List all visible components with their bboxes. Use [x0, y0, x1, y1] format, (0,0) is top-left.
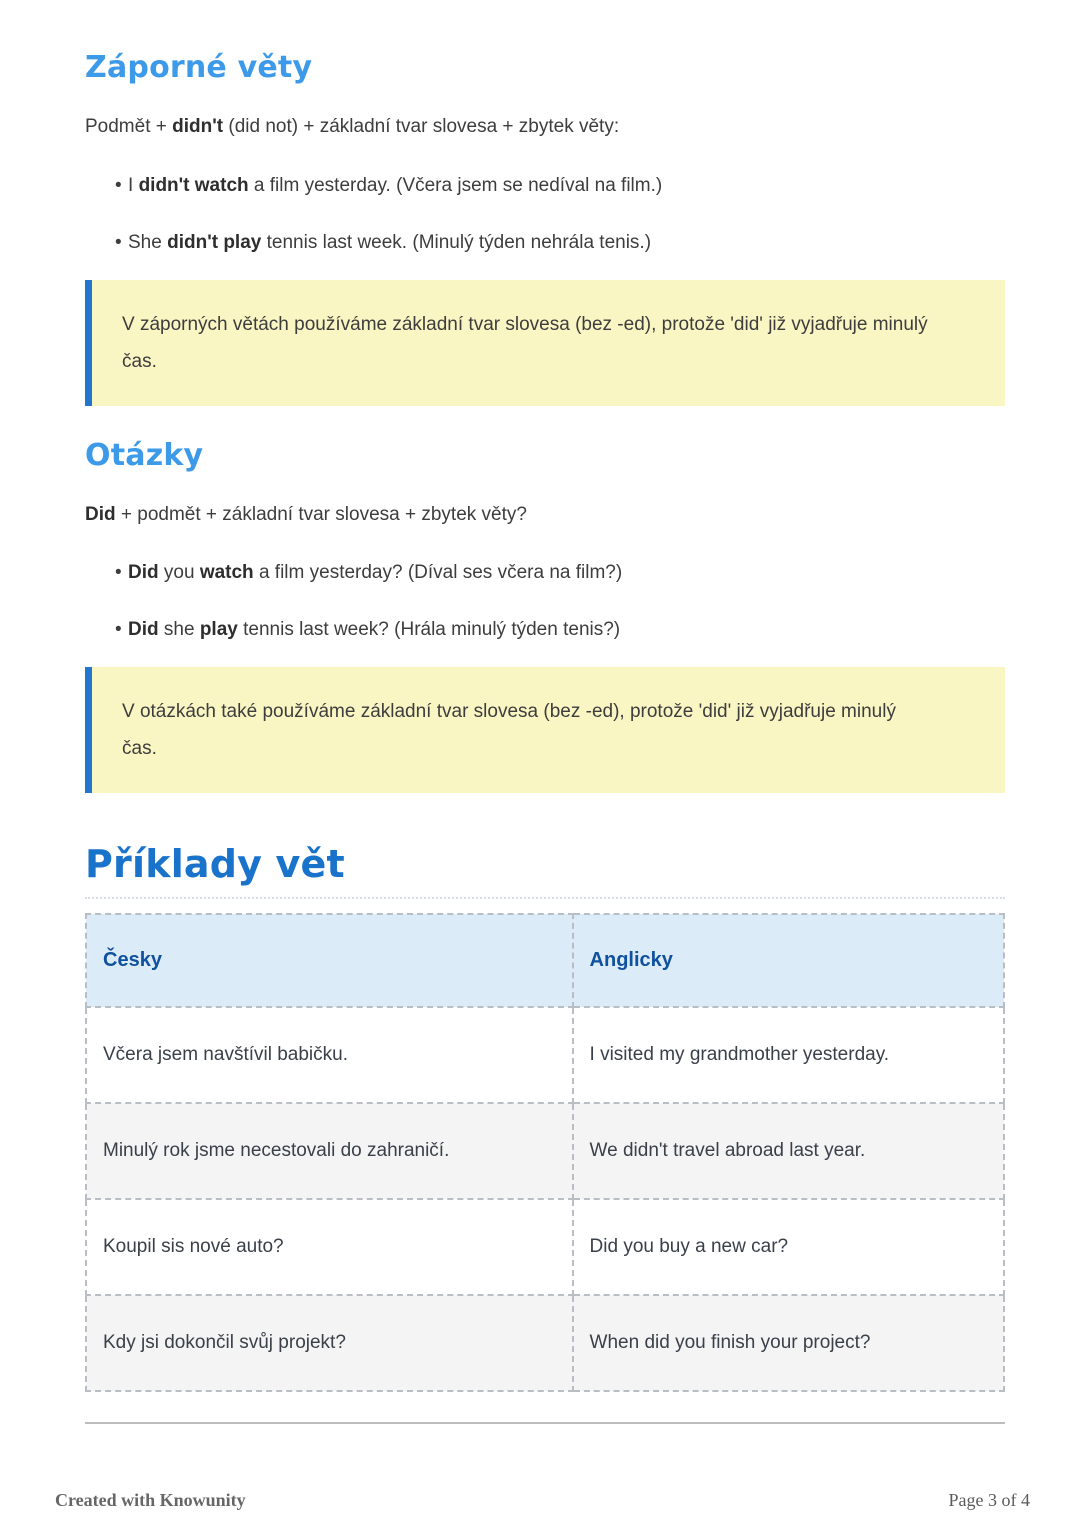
table-cell: Včera jsem navštívil babičku. [86, 1007, 573, 1103]
note-callout-text: V záporných větách používáme základní tvar slovesa (bez -ed), protože 'did' již vyjadřuje minulý čas. [122, 313, 928, 372]
list-item: • Did you watch a film yesterday? (Díval ses včera na film?) [85, 559, 1005, 587]
table-header-row [86, 914, 1004, 1007]
table-row [86, 1199, 1004, 1295]
table-cell: We didn't travel abroad last year. [573, 1103, 1004, 1199]
table-cell: Did you buy a new car? [573, 1199, 1004, 1295]
footer-divider [85, 1422, 1005, 1424]
table-header-cell-english: Anglicky [573, 914, 1004, 1007]
table-cell: I visited my grandmother yesterday. [573, 1007, 1004, 1103]
list-item: • Did she play tennis last week? (Hrála minulý týden tenis?) [85, 616, 1005, 644]
list-item: • She didn't play tennis last week. (Minulý týden nehrála tenis.) [85, 229, 1005, 257]
dotted-divider [85, 897, 1005, 899]
table-cell: When did you finish your project? [573, 1295, 1004, 1391]
list-item: • I didn't watch a film yesterday. (Včera jsem se nedíval na film.) [85, 172, 1005, 200]
table-cell: Minulý rok jsme necestovali do zahraničí. [86, 1103, 573, 1199]
formula-paragraph: Did + podmět + základní tvar slovesa + zbytek věty? [85, 503, 527, 525]
example-list [85, 172, 1005, 257]
table-cell: Koupil sis nové auto? [86, 1199, 573, 1295]
table-header-cell-czech: Česky [86, 914, 573, 1007]
table-row [86, 1103, 1004, 1199]
section-heading-questions: Otázky [85, 437, 204, 473]
footer-page-number: Page 3 of 4 [948, 1490, 1030, 1510]
table-cell: Kdy jsi dokončil svůj projekt? [86, 1295, 573, 1391]
example-list [85, 559, 1005, 644]
footer-credit: Created with Knowunity [55, 1490, 246, 1510]
examples-table [85, 913, 1005, 1392]
note-callout [85, 667, 1005, 793]
table-row [86, 1007, 1004, 1103]
examples-heading: Příklady vět [85, 842, 345, 886]
section-heading-negative-sentences: Záporné věty [85, 50, 313, 85]
page-footer [0, 1490, 1080, 1511]
formula-paragraph: Podmět + didn't (did not) + základní tvar slovesa + zbytek věty: [85, 116, 620, 137]
note-callout [85, 280, 1005, 406]
note-callout-text: V otázkách také používáme základní tvar slovesa (bez -ed), protože 'did' již vyjadřuje minulý čas. [122, 701, 896, 759]
table-row [86, 1295, 1004, 1391]
